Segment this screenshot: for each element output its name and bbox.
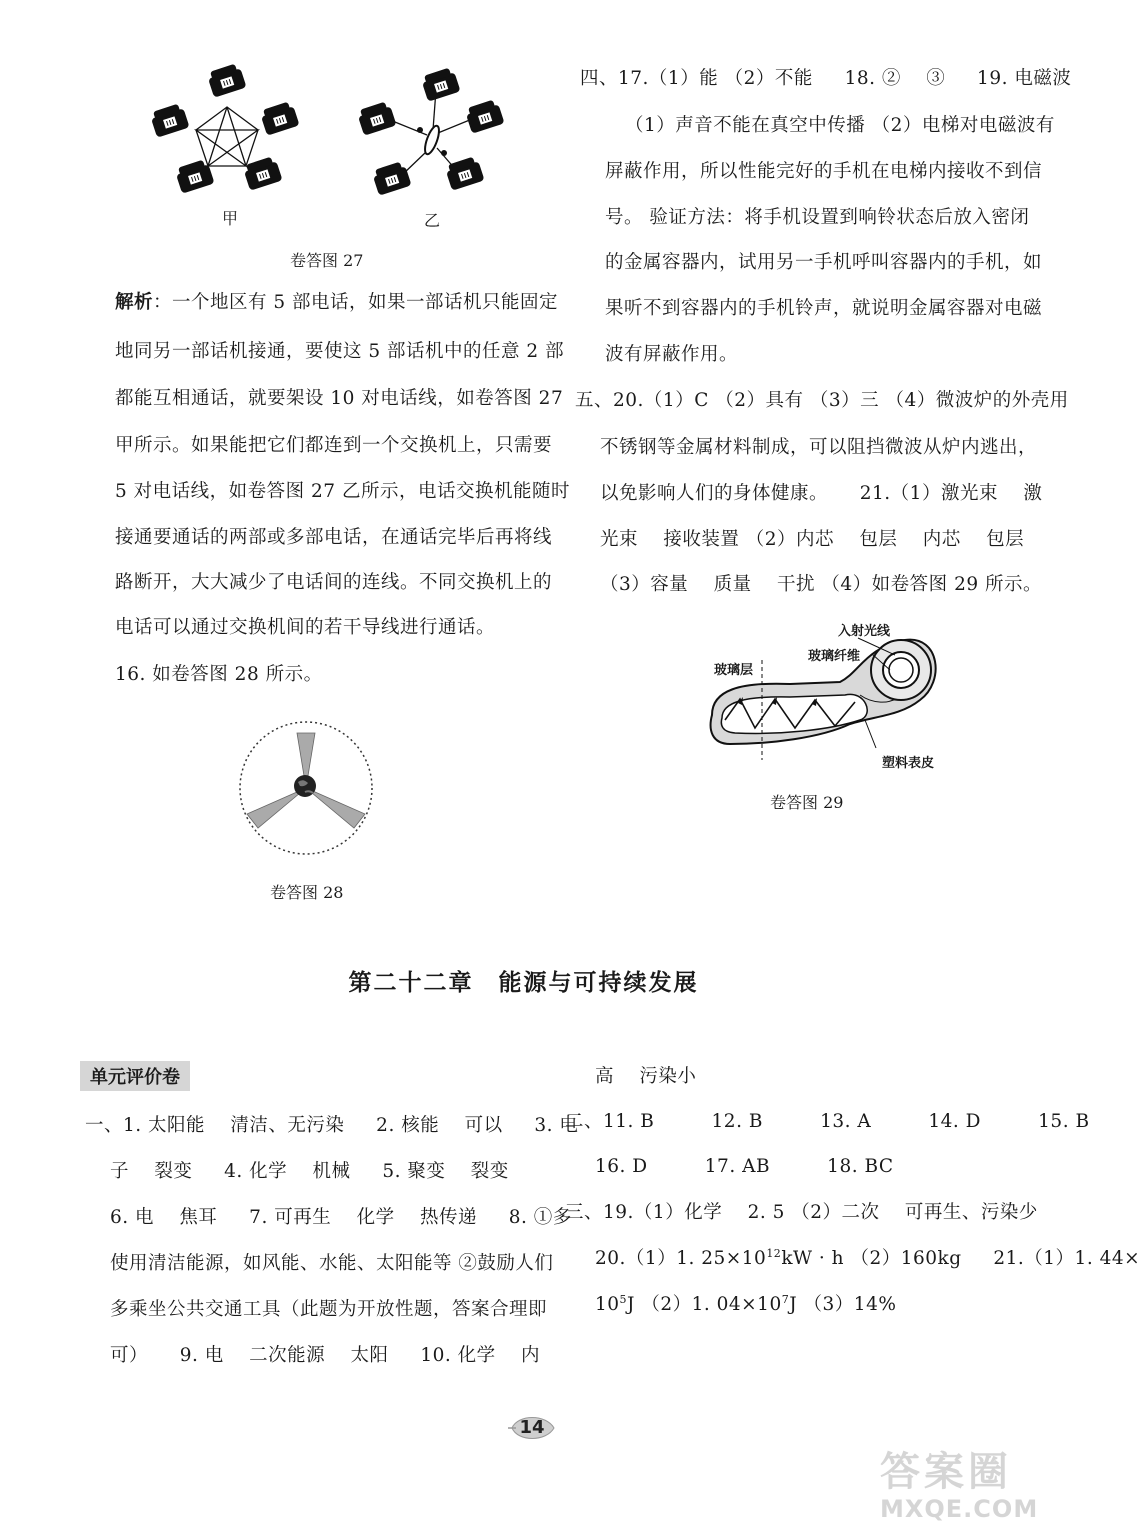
answer-21-line-1: 以免影响人们的身体健康。 21.（1）激光束 激 bbox=[600, 483, 1043, 504]
figure-29-label-glass-layer: 玻璃层 bbox=[714, 663, 754, 678]
analysis-line-1: 解析：一个地区有 5 部电话，如果一部话机只能固定 bbox=[115, 292, 559, 313]
answer-10-continued: 高 污染小 bbox=[595, 1066, 697, 1087]
answers-part-1-line-6: 可） 9. 电 二次能源 太阳 10. 化学 内 bbox=[110, 1345, 540, 1366]
figure-28-satellite-coverage bbox=[235, 728, 385, 863]
chapter-title: 第二十二章 能源与可持续发展 bbox=[348, 970, 699, 996]
answers-part-1-line-3: 6. 电 焦耳 7. 可再生 化学 热传递 8. ①多 bbox=[110, 1207, 572, 1228]
figure-27-caption: 卷答图 27 bbox=[290, 251, 364, 270]
figure-27-telephone-networks bbox=[140, 60, 520, 235]
answers-part-1-line-1: 一、1. 太阳能 清洁、无污染 2. 核能 可以 3. 电 bbox=[85, 1115, 579, 1136]
answers-part-1-line-2: 子 裂变 4. 化学 机械 5. 聚变 裂变 bbox=[110, 1161, 509, 1182]
answer-21-continued: $10^5J$ （2）1. $04\times 10^7J$ （3）14% bbox=[595, 1292, 897, 1315]
answer-19-line-2: 屏蔽作用，所以性能完好的手机在电梯内接收不到信 bbox=[605, 161, 1043, 182]
page-number: 14 bbox=[508, 1412, 556, 1444]
figure-29-label-plastic: 塑料表皮 bbox=[882, 756, 935, 771]
figure-28-caption: 卷答图 28 bbox=[270, 883, 344, 902]
figure-27-label-a: 甲 bbox=[222, 209, 239, 228]
answers-part-2-line-1: 二、11. B 12. B 13. A 14. D 15. B bbox=[565, 1111, 1090, 1132]
answer-19-line-5: 果听不到容器内的手机铃声，就说明金属容器对电磁 bbox=[605, 298, 1043, 319]
figure-29-label-fiber: 玻璃纤维 bbox=[808, 649, 861, 664]
analysis-line-6: 接通要通话的两部或多部电话，在通话完毕后再将线 bbox=[115, 527, 553, 548]
answers-part-3-line-1: 三、19.（1）化学 2. 5 （2）二次 可再生、污染少 bbox=[565, 1202, 1038, 1223]
watermark: 答案圈 MXQE.COM bbox=[880, 1449, 1039, 1523]
figure-29-caption: 卷答图 29 bbox=[770, 793, 844, 812]
figure-27-label-b: 乙 bbox=[424, 211, 441, 230]
answer-19-line-6: 波有屏蔽作用。 bbox=[605, 344, 739, 365]
unit-evaluation-tag: 单元评价卷 bbox=[80, 1061, 190, 1091]
answer-19-line-4: 的金属容器内，试用另一手机呼叫容器内的手机，如 bbox=[605, 252, 1043, 273]
answers-section-4: 四、17.（1）能 （2）不能 18. ② ③ 19. 电磁波 bbox=[580, 68, 1072, 89]
answers-section-5: 五、20.（1）C （2）具有 （3）三 （4）微波炉的外壳用 bbox=[575, 390, 1069, 411]
figure-27-mesh-network bbox=[151, 64, 300, 194]
question-16: 16. 如卷答图 28 所示。 bbox=[115, 664, 323, 685]
analysis-line-3: 都能互相通话，就要架设 10 对电话线，如卷答图 27 bbox=[115, 388, 564, 409]
analysis-line-4: 甲所示。如果能把它们都连到一个交换机上，只需要 bbox=[115, 435, 553, 456]
analysis-line-5: 5 对电话线，如卷答图 27 乙所示，电话交换机能随时 bbox=[115, 481, 570, 502]
analysis-lead: 解析 bbox=[115, 292, 154, 313]
answer-19-line-1: （1）声音不能在真空中传播 （2）电梯对电磁波有 bbox=[625, 115, 1055, 136]
answer-20-21: 20.（1）1. $25\times 10^{12}kW \cdot h$ （2）160kg 21.（1）1. 44× bbox=[595, 1246, 1140, 1269]
answers-part-1-line-5: 多乘坐公共交通工具（此题为开放性题，答案合理即 bbox=[110, 1299, 548, 1320]
answer-19-line-3: 号。 验证方法：将手机设置到响铃状态后放入密闭 bbox=[605, 207, 1030, 228]
analysis-line-2: 地同另一部话机接通，要使这 5 部话机中的任意 2 部 bbox=[115, 341, 565, 362]
answer-20-line-2: 不锈钢等金属材料制成，可以阻挡微波从炉内逃出， bbox=[600, 437, 1038, 458]
figure-27-switch-network bbox=[358, 68, 505, 196]
answer-21-line-3: （3）容量 质量 干扰 （4）如卷答图 29 所示。 bbox=[600, 574, 1042, 595]
answers-part-2-line-2: 16. D 17. AB 18. BC bbox=[595, 1156, 894, 1177]
analysis-line-8: 电话可以通过交换机间的若干导线进行通话。 bbox=[115, 617, 496, 638]
analysis-line-7: 路断开，大大减少了电话间的连线。不同交换机上的 bbox=[115, 572, 553, 593]
answer-21-line-2: 光束 接收装置 （2）内芯 包层 内芯 包层 bbox=[600, 529, 1025, 550]
figure-29-label-incident: 入射光线 bbox=[838, 624, 891, 639]
answers-part-1-line-4: 使用清洁能源，如风能、水能、太阳能等 ②鼓励人们 bbox=[110, 1253, 554, 1274]
